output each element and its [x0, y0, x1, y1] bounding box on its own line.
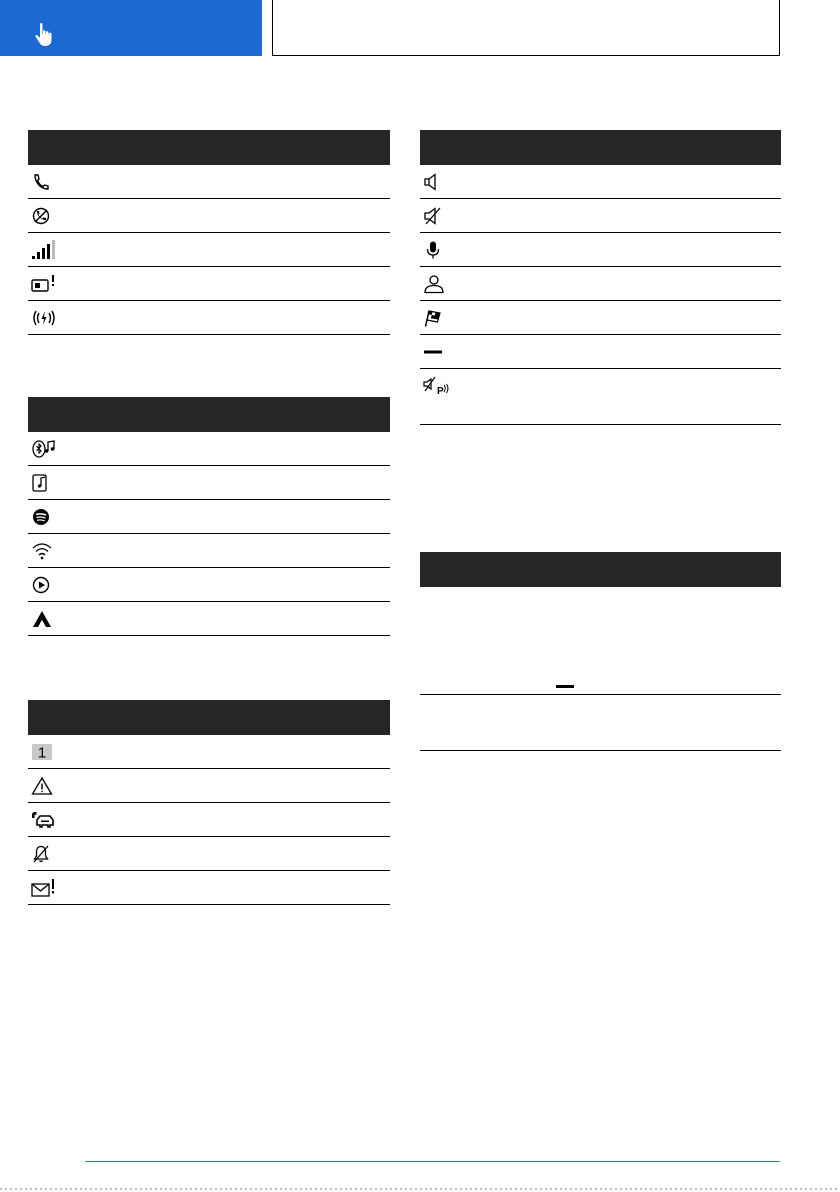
phone-handset-icon [31, 172, 51, 192]
bluetooth-audio-icon [31, 439, 57, 459]
park-assist-muted-icon [423, 376, 451, 398]
symbol-table-sound [420, 130, 781, 425]
table-row [28, 466, 390, 500]
signal-strength-icon [31, 240, 59, 260]
table-row [420, 267, 781, 301]
table-row [420, 369, 781, 425]
table-row [420, 335, 781, 369]
dash-icon [423, 342, 445, 362]
battery-low-icon [31, 274, 57, 294]
speaker-icon [423, 172, 443, 192]
table-header [420, 552, 781, 587]
pointing-hand-icon [34, 22, 56, 48]
table-row [28, 769, 390, 803]
microphone-icon [423, 240, 443, 260]
phone-music-icon [31, 473, 53, 493]
table-row [28, 735, 390, 769]
table-row [28, 500, 390, 534]
warning-triangle-icon [31, 776, 53, 796]
speaker-muted-icon [423, 206, 443, 226]
number-badge-icon [31, 742, 53, 762]
table-row [420, 587, 781, 695]
chapter-tab[interactable] [0, 0, 262, 56]
svg-text:P: P [437, 386, 444, 397]
badge-number: 1 [37, 744, 47, 762]
info-table [420, 552, 781, 751]
dash-symbol [556, 685, 574, 688]
table-row [420, 165, 781, 199]
table-row [420, 695, 781, 751]
footer-line [85, 1161, 780, 1162]
table-row [28, 568, 390, 602]
symbol-table-audio [28, 397, 390, 636]
spotify-icon [31, 507, 51, 527]
table-row [420, 301, 781, 335]
bell-muted-icon [31, 844, 51, 864]
table-header [28, 130, 390, 165]
table-row [28, 165, 390, 199]
table-header [28, 397, 390, 432]
table-row [28, 301, 390, 335]
wireless-charging-icon [31, 308, 57, 328]
symbol-table-misc [28, 700, 390, 905]
table-row [420, 233, 781, 267]
symbol-table-phone [28, 130, 390, 335]
message-alert-icon [31, 878, 57, 898]
table-row [28, 267, 390, 301]
table-row [28, 803, 390, 837]
page-bottom-edge [0, 1188, 840, 1190]
table-row [28, 871, 390, 905]
table-row [28, 534, 390, 568]
table-header [28, 700, 390, 735]
person-icon [423, 274, 445, 294]
table-row [28, 432, 390, 466]
table-row [420, 199, 781, 233]
car-phone-icon [31, 810, 55, 830]
phone-disabled-icon [31, 206, 51, 226]
table-row [28, 837, 390, 871]
header-box [272, 0, 780, 56]
table-row [28, 233, 390, 267]
table-row [28, 199, 390, 233]
play-circle-icon [31, 575, 51, 595]
wifi-icon [31, 541, 53, 561]
table-row [28, 602, 390, 636]
android-auto-icon [31, 609, 53, 629]
table-header [420, 130, 781, 165]
checkered-flag-icon [423, 308, 443, 328]
